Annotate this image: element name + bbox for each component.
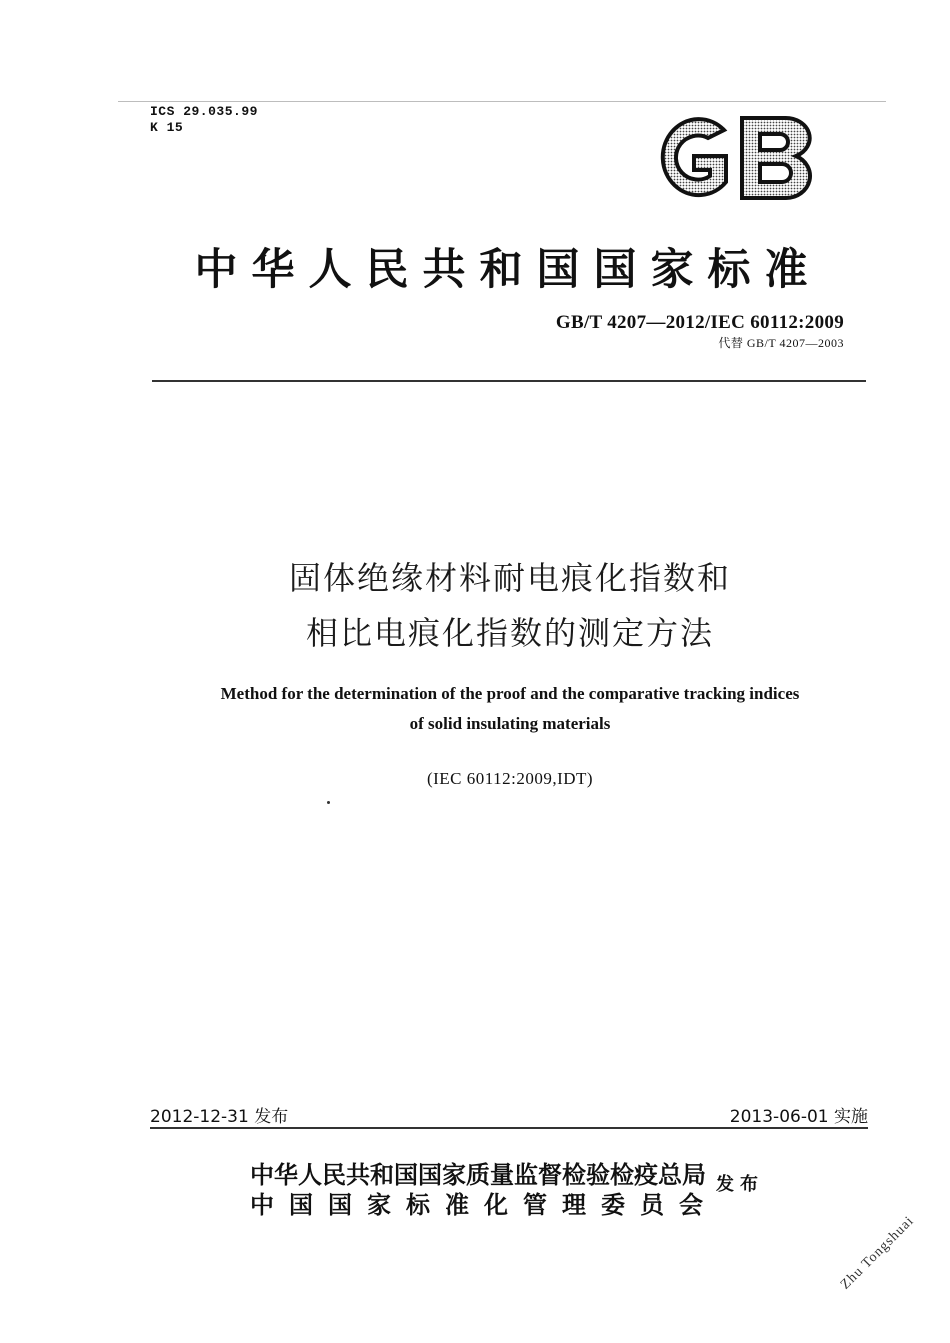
classification-codes (150, 104, 258, 136)
publish-date: 2012-12-31 发布 (150, 1107, 289, 1127)
footer-divider (150, 1127, 868, 1129)
watermark: Zhu Tongshuai (838, 1213, 918, 1293)
stray-dot (327, 801, 330, 804)
standard-number: GB/T 4207—2012/IEC 60112:2009 (555, 312, 844, 333)
issuer-aqsiq: 中华人民共和国国家质量监督检验检疫总局 (250, 1160, 706, 1189)
ics-code: ICS 29.035.99 (150, 104, 258, 119)
national-standard-title: 中华人民共和国国家标准 (194, 245, 822, 295)
chinese-title-line1: 固体绝缘材料耐电痕化指数和 (288, 559, 731, 597)
english-title-line2: of solid insulating materials (409, 714, 611, 733)
header-divider (152, 380, 866, 382)
gb-logo (646, 112, 818, 204)
implement-date: 2013-06-01 实施 (729, 1107, 868, 1127)
english-title-line1: Method for the determination of the proof and the comparative tracking indices (220, 684, 800, 703)
replaces-standard: 代替 GB/T 4207—2003 (718, 336, 844, 350)
iec-equivalence: (IEC 60112:2009,IDT) (426, 769, 594, 788)
ccs-code: K 15 (150, 120, 184, 135)
issue-label: 发布 (716, 1174, 764, 1195)
issuer-sac: 中国国家标准化管理委员会 (250, 1190, 718, 1219)
chinese-title-line2: 相比电痕化指数的测定方法 (305, 614, 714, 652)
top-rule (118, 101, 886, 102)
